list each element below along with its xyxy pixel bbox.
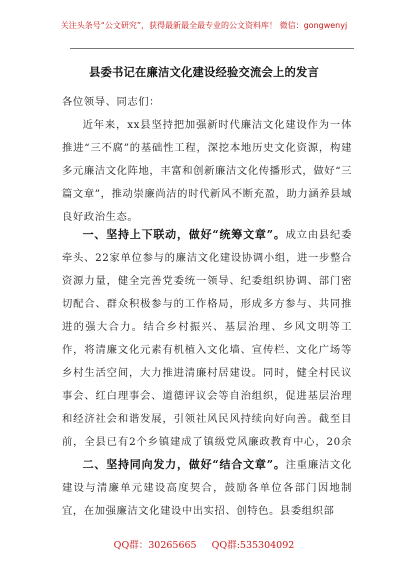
intro-paragraph: 近年来，xx县坚持把加强新时代廉洁文化建设作为一体推进“三不腐”的基础性工程，深挖本地历史文化资源，构建多元廉洁文化阵地，丰富和创新廉洁文化传播形式，做好“三篇文章”，推动崇廉尚洁的时代新风不断充盈，助力涵养县域良好政治生态。: [62, 119, 352, 223]
section2-body: 注重廉洁文化建设与清廉单元建设高度契合，鼓励各单位各部门因地制宜，在加强廉洁文化建设中出实招、创特色。县委组织部: [62, 459, 352, 517]
footer-qq-groups: [0, 537, 408, 551]
footer-qq-group-1: QQ群：30265665: [113, 540, 197, 551]
header-promo-text: 关注头条号“公文研究”，获得最新最全最专业的公文资料库！ 微信：gongwenyj: [60, 21, 348, 30]
section2-paragraph: [62, 453, 352, 545]
document-title: 县委书记在廉洁文化建设经验交流会上的发言: [89, 65, 319, 79]
section2-heading: 二、坚持同向发力，做好“结合文章”。: [82, 458, 286, 471]
section1-body: 成立由县纪委牵头、22家单位参与的廉洁文化建设协调小组，进一步整合资源力量，健全完善党委统一领导、纪委组织协调、部门密切配合、群众积极参与的工作格局，形成多方参与、共同推进的强大合力。结合乡村振兴、基层治理、乡风文明等工作，将清廉文化元素有机植入文化墙、宣传栏、文化广场等乡村生活空间，大力推进清廉村居建设。同时，健全村民议事会、红白理事会、道德评议会等自治组织，促进基层治理和经济社会和谐发展，引领社风民风持续向好向善。截至目前，全县已有2个乡镇建成了镇级党风廉政教育中心，20余: [62, 229, 352, 448]
section1-heading: 一、坚持上下联动，做好“统筹文章”。: [82, 228, 286, 241]
salutation: 各位领导、同志们：: [62, 96, 161, 108]
section1-paragraph: [62, 223, 352, 453]
header-divider: [70, 48, 354, 49]
footer-qq-group-2: QQ群:535304092: [211, 540, 295, 551]
